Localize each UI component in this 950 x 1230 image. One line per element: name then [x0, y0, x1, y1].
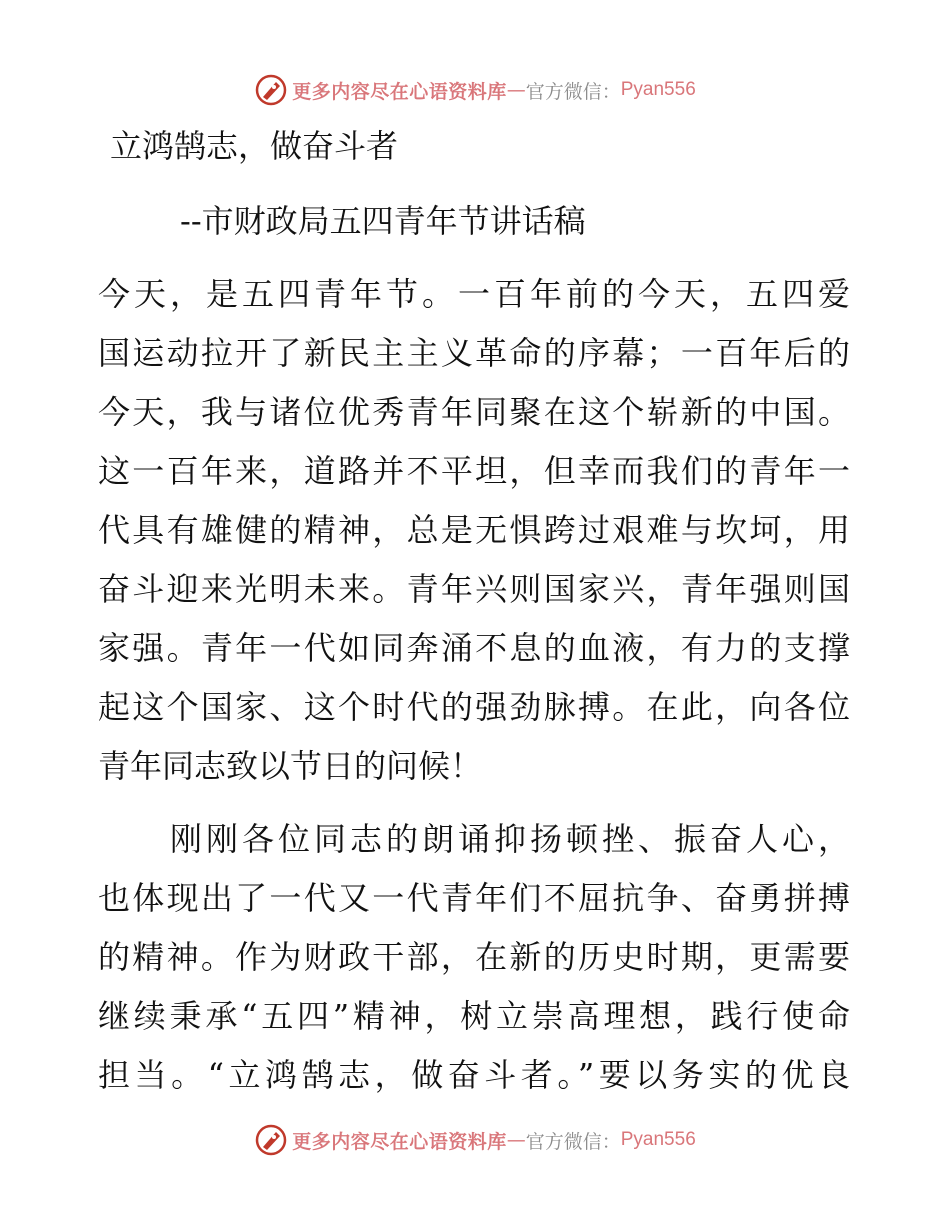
document-subtitle: --市财政局五四青年节讲话稿: [180, 202, 586, 240]
paragraph-line: 今天，是五四青年节。一百年前的今天，五四爱: [98, 275, 850, 313]
paragraph-line: 这一百年来，道路并不平坦，但幸而我们的青年一: [98, 452, 850, 490]
paragraph-line: 起这个国家、这个时代的强劲脉搏。在此，向各位: [98, 688, 850, 726]
paragraph-line: 担当。“立鸿鹄志，做奋斗者。”要以务实的优良: [98, 1056, 850, 1094]
paragraph-line: 也体现出了一代又一代青年们不屈抗争、奋勇拼搏: [98, 879, 850, 917]
paragraph-line: 继续秉承“五四”精神，树立崇高理想，践行使命: [98, 997, 850, 1035]
banner-brand-text: 更多内容尽在心语资料库: [292, 1130, 507, 1153]
banner-separator: —: [506, 1129, 526, 1151]
paragraph-line: 青年同志致以节日的问候！: [98, 747, 483, 785]
paragraph-line: 刚刚各位同志的朗诵抑扬顿挫、振奋人心，: [98, 820, 850, 858]
banner-separator: —: [506, 79, 526, 101]
banner-brand-text: 更多内容尽在心语资料库: [292, 80, 507, 103]
document-title: 立鸿鹄志，做奋斗者: [110, 127, 399, 165]
watermark-banner-bottom: [0, 1120, 950, 1160]
paragraph-line: 代具有雄健的精神，总是无惧跨过艰难与坎坷，用: [98, 511, 850, 549]
banner-wechat-id: Pyan556: [620, 79, 696, 100]
banner-wechat-label: 官方微信：: [525, 80, 621, 103]
paragraph-2: [98, 810, 850, 1105]
paragraph-line: 国运动拉开了新民主主义革命的序幕；一百年后的: [98, 334, 850, 372]
banner-wechat-id: Pyan556: [620, 1129, 696, 1150]
paragraph-line: 家强。青年一代如同奔涌不息的血液，有力的支撑: [98, 629, 850, 667]
paragraph-line: 奋斗迎来光明未来。青年兴则国家兴，青年强则国: [98, 570, 850, 608]
paragraph-1: [98, 265, 850, 796]
paragraph-line: 今天，我与诸位优秀青年同聚在这个崭新的中国。: [98, 393, 850, 431]
watermark-banner-top: [0, 70, 950, 110]
pen-nib-logo-icon: [254, 1123, 288, 1157]
pen-nib-logo-icon: [254, 73, 288, 107]
banner-wechat-label: 官方微信：: [525, 1130, 621, 1153]
paragraph-line: 的精神。作为财政干部，在新的历史时期，更需要: [98, 938, 850, 976]
